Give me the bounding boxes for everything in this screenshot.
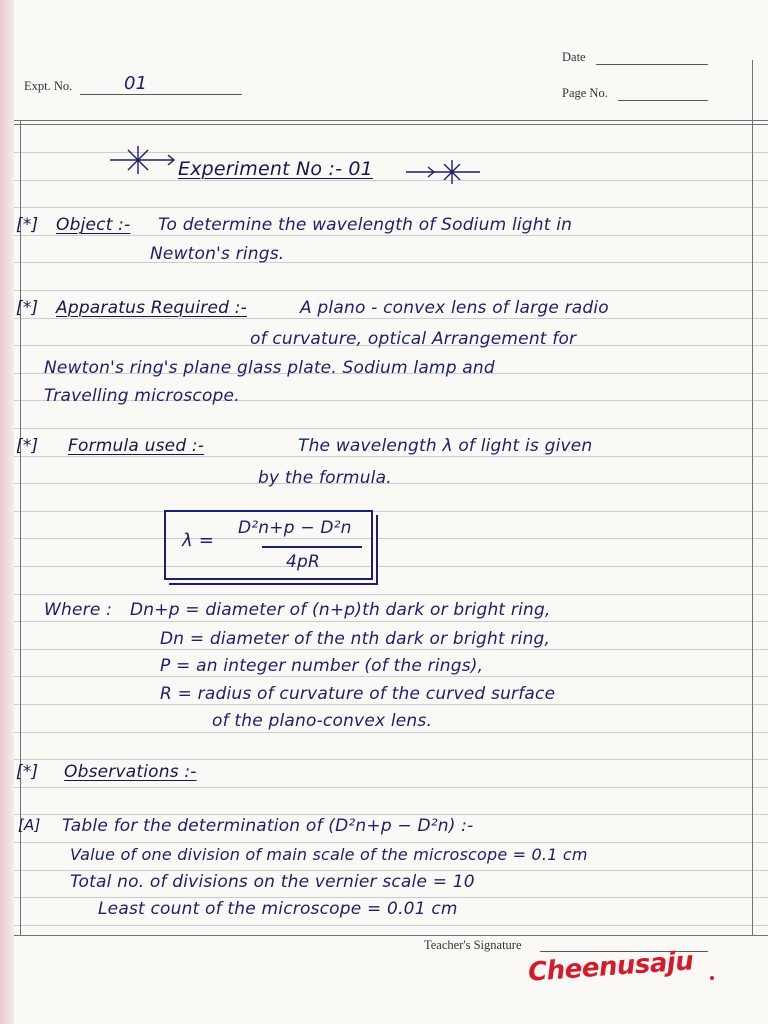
ruled-line (14, 180, 768, 181)
apparatus-line-3: Newton's ring's plane glass plate. Sodium lamp and (44, 358, 495, 378)
ruled-line (14, 897, 768, 898)
ruled-line (14, 732, 768, 733)
observations-line-3: Total no. of divisions on the vernier scale = 10 (70, 872, 475, 892)
ruled-line (14, 594, 768, 595)
apparatus-line-4: Travelling microscope. (44, 386, 240, 406)
experiment-title: Experiment No :- 01 (178, 158, 373, 180)
observations-marker: [*] (16, 762, 39, 782)
ruled-line (14, 814, 768, 815)
where-item-4: R = radius of curvature of the curved surface (160, 684, 556, 704)
ruled-line (14, 870, 768, 871)
page-no-field (618, 100, 708, 101)
where-item-3: P = an integer number (of the rings), (160, 656, 484, 676)
ruled-line (14, 456, 768, 457)
formula-line-2: by the formula. (258, 468, 392, 488)
date-label: Date (562, 50, 586, 64)
apparatus-line-1: A plano - convex lens of large radio (300, 298, 609, 318)
frame-top-line (14, 120, 768, 121)
date-field (596, 64, 708, 65)
page-edge (0, 0, 14, 1024)
formula-denominator: 4pR (286, 552, 321, 572)
object-line-1: To determine the wavelength of Sodium light in (158, 215, 573, 235)
expt-no-value: 01 (124, 73, 148, 94)
ruled-line (14, 235, 768, 236)
frame-bottom-line (14, 935, 768, 936)
expt-no-label: Expt. No. (24, 79, 73, 93)
formula-numerator: D²n+p − D²n (238, 518, 352, 538)
page-no-label: Page No. (562, 86, 608, 100)
expt-no-field (80, 94, 242, 95)
where-item-2: Dn = diameter of the nth dark or bright ring, (160, 629, 551, 649)
ruled-line (14, 621, 768, 622)
object-heading: Object :- (56, 215, 131, 235)
frame-top-line-inner (14, 124, 768, 125)
apparatus-line-2: of curvature, optical Arrangement for (250, 329, 577, 349)
ruled-line (14, 842, 768, 843)
where-item-1: Dn+p = diameter of (n+p)th dark or bright ring, (130, 600, 551, 620)
formula-heading: Formula used :- (68, 436, 205, 456)
observations-sub-marker: [A] (18, 816, 41, 834)
object-marker: [*] (16, 215, 39, 235)
formula-marker: [*] (16, 436, 39, 456)
ruled-line (14, 318, 768, 319)
frame-left-line (20, 120, 21, 935)
ruled-line (14, 566, 768, 567)
ruled-line (14, 428, 768, 429)
ruled-line (14, 538, 768, 539)
observations-table-line: Table for the determination of (D²n+p − D²n) :- (62, 816, 474, 836)
ruled-line (14, 207, 768, 208)
object-line-2: Newton's rings. (150, 244, 285, 264)
frame-right-line (752, 60, 753, 935)
fraction-bar (262, 546, 362, 548)
signature-dot (710, 976, 714, 980)
where-label: Where : (44, 600, 113, 620)
ruled-line (14, 649, 768, 650)
ruled-line (14, 704, 768, 705)
formula-lhs: λ = (182, 530, 215, 551)
ruled-line (14, 511, 768, 512)
star-arrow-right-icon (404, 154, 484, 186)
apparatus-marker: [*] (16, 298, 39, 318)
teacher-signature: Cheenusaju (527, 946, 695, 988)
apparatus-heading: Apparatus Required :- (56, 298, 248, 318)
formula-line-1: The wavelength λ of light is given (298, 436, 593, 456)
observations-heading: Observations :- (64, 762, 197, 782)
ruled-line (14, 676, 768, 677)
ruled-line (14, 290, 768, 291)
observations-line-2: Value of one division of main scale of the microscope = 0.1 cm (70, 845, 588, 864)
ruled-line (14, 759, 768, 760)
teacher-signature-label: Teacher's Signature (424, 938, 522, 952)
star-arrow-left-icon (108, 140, 178, 180)
ruled-line (14, 787, 768, 788)
ruled-line (14, 262, 768, 263)
observations-line-4: Least count of the microscope = 0.01 cm (98, 899, 458, 919)
where-item-5: of the plano-convex lens. (212, 711, 433, 731)
ruled-line (14, 925, 768, 926)
